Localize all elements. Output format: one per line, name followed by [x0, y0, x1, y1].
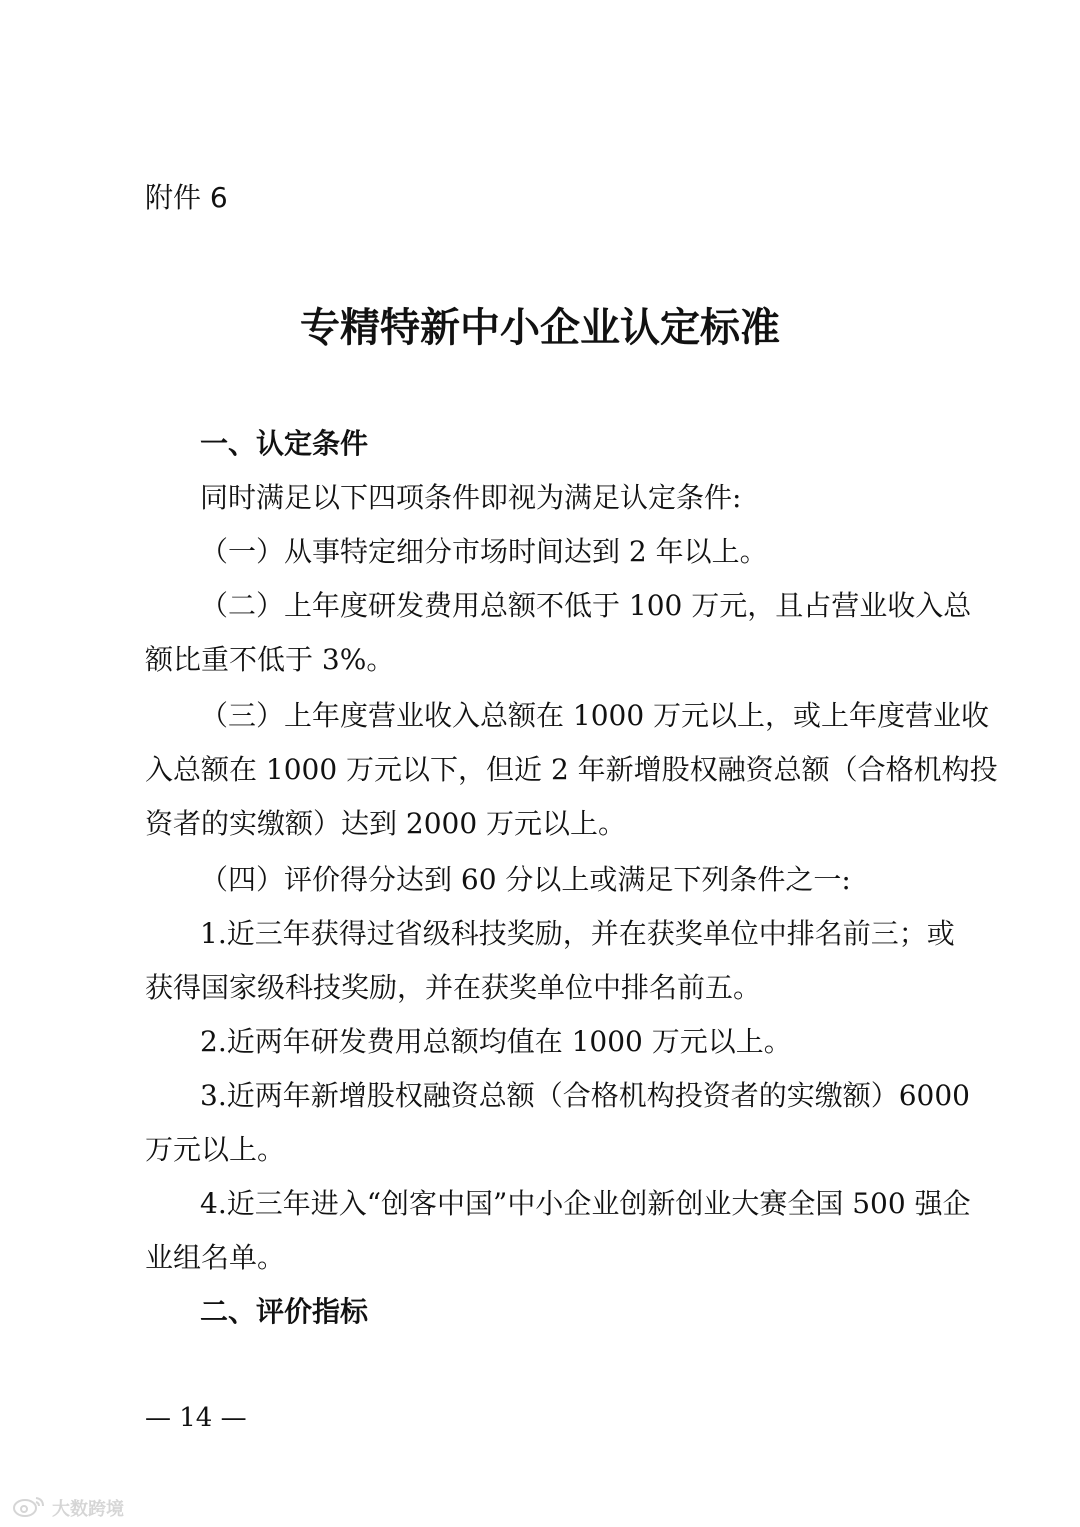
item-4-line-1: 4.近三年进入“创客中国”中小企业创新创业大赛全国 500 强企: [200, 1187, 971, 1220]
item-2: 2.近两年研发费用总额均值在 1000 万元以上。: [200, 1025, 792, 1058]
item-1-line-1: 1.近三年获得过省级科技奖励，并在获奖单位中排名前三；或: [200, 917, 955, 950]
condition-1: （一）从事特定细分市场时间达到 2 年以上。: [200, 535, 768, 568]
condition-2-line-1: （二）上年度研发费用总额不低于 100 万元，且占营业收入总: [200, 589, 972, 622]
attachment-label: 附件 6: [145, 181, 228, 214]
section-heading-indicators: 二、评价指标: [200, 1295, 369, 1328]
condition-3-line-2: 入总额在 1000 万元以下，但近 2 年新增股权融资总额（合格机构投: [145, 753, 998, 786]
watermark: [12, 1494, 124, 1522]
item-3-line-1: 3.近两年新增股权融资总额（合格机构投资者的实缴额）6000: [200, 1079, 970, 1112]
condition-3-line-1: （三）上年度营业收入总额在 1000 万元以上，或上年度营业收: [200, 699, 990, 732]
document-title: 专精特新中小企业认定标准: [300, 304, 780, 351]
page-number: — 14 —: [145, 1403, 247, 1433]
weibo-logo-icon: [12, 1494, 46, 1522]
section-heading-criteria: 一、认定条件: [200, 427, 369, 460]
item-1-line-2: 获得国家级科技奖励，并在获奖单位中排名前五。: [145, 971, 762, 1004]
intro-paragraph: 同时满足以下四项条件即视为满足认定条件:: [200, 481, 742, 514]
item-4-line-2: 业组名单。: [145, 1241, 286, 1274]
condition-4: （四）评价得分达到 60 分以上或满足下列条件之一:: [200, 863, 851, 896]
watermark-text: 大数跨境: [52, 1499, 124, 1520]
item-3-line-2: 万元以上。: [145, 1133, 286, 1166]
condition-3-line-3: 资者的实缴额）达到 2000 万元以上。: [145, 807, 627, 840]
condition-2-line-2: 额比重不低于 3%。: [145, 643, 395, 676]
